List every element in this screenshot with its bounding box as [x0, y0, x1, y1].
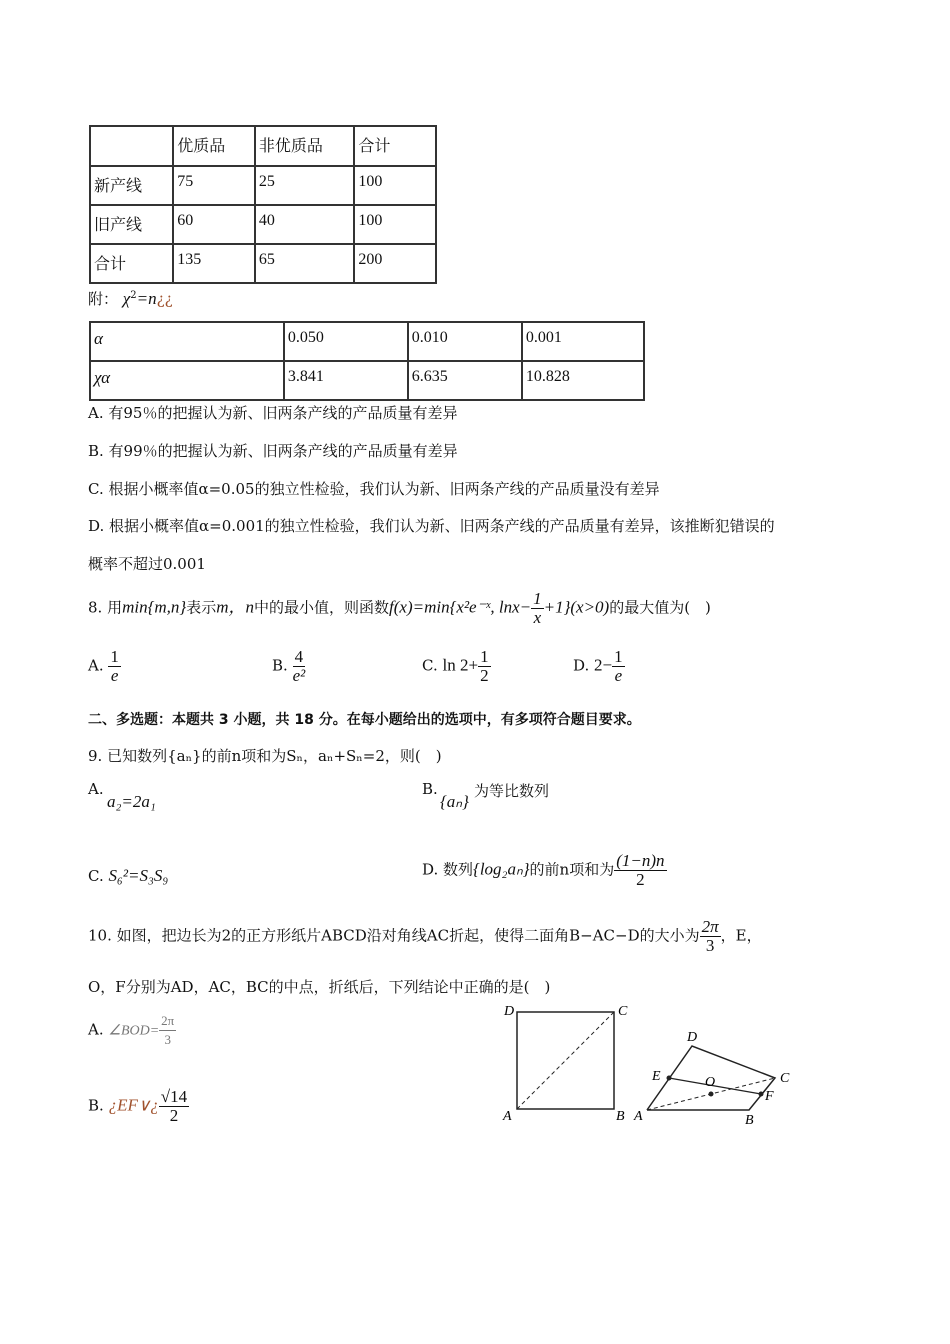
- table2-cell: α: [90, 322, 284, 361]
- table1-cell: 200: [354, 244, 436, 283]
- q10-stem-cont: O，F分别为AD，AC，BC的中点，折纸后，下列结论中正确的是( ): [88, 978, 551, 996]
- table2-cell: χα: [90, 361, 284, 400]
- q7-option-d: D. 根据小概率值α=0.001的独立性检验，我们认为新、旧两条产线的产品质量有差异，该推断犯错误的: [88, 517, 775, 535]
- table2-cell: 0.050: [284, 322, 408, 361]
- folded-label-d: D: [687, 1030, 698, 1045]
- table2-cell: 10.828: [522, 361, 644, 400]
- table1-cell: 合计: [90, 244, 173, 283]
- q9-option-b: B.: [422, 780, 438, 798]
- label-d: D: [504, 1004, 515, 1019]
- table2-cell: 0.010: [408, 322, 522, 361]
- table1-cell: 65: [255, 244, 354, 283]
- q9-option-a: A.: [88, 780, 104, 798]
- q8-option-b: B. $\frac{4}{\text{e²}}$: [272, 647, 306, 685]
- table1-header-cell: [90, 126, 173, 166]
- q8-option-d: D. 2− $\frac{1}{e}$: [573, 647, 623, 685]
- table2-cell: 6.635: [408, 361, 522, 400]
- q9-option-d: D. 数列{log₂aₙ}的前n项和为 $\frac{(1-n)n}{2}$: [422, 851, 665, 889]
- table1-cell: 新产线: [90, 166, 173, 205]
- folded-figure: [633, 1030, 790, 1128]
- folded-label-e: E: [652, 1069, 661, 1084]
- label-a: A: [503, 1109, 512, 1124]
- q7-option-d-cont: 概率不超过0.001: [88, 555, 206, 573]
- table1-header-cell: 非优质品: [255, 126, 354, 166]
- chi-symbol: χ: [122, 289, 131, 308]
- folded-label-f: F: [765, 1089, 774, 1104]
- formula-note: 附： $\chi^2=n¿¿$: [88, 289, 173, 308]
- folded-label-a: A: [634, 1109, 643, 1124]
- folded-label-c: C: [780, 1071, 790, 1086]
- table1-cell: 75: [173, 166, 255, 205]
- table1-cell: 旧产线: [90, 205, 173, 244]
- table2-cell: 0.001: [522, 322, 644, 361]
- label-c: C: [618, 1004, 628, 1019]
- table1-header-cell: 优质品: [173, 126, 255, 166]
- folded-label-b: B: [745, 1113, 754, 1128]
- table1-header-cell: 合计: [354, 126, 436, 166]
- section-heading: 二、多选题：本题共 3 小题，共 18 分。在每小题给出的选项中，有多项符合题目要求。: [88, 712, 641, 728]
- q10-option-b: B. ¿EF∨¿ $\frac{√14}{2}$: [88, 1087, 188, 1125]
- q7-option-b: B. 有99％的把握认为新、旧两条产线的产品质量有差异: [88, 442, 458, 460]
- folding-figure: [495, 1000, 805, 1130]
- q9-option-b-expr: {aₙ}: [440, 792, 469, 811]
- q8-stem: 8. 用min{m,n}表示m，n中的最小值，则函数f(x)=min{x²e⁻ˣ, lnx− $\frac{1}{x}$ +1}(x>0)的最大值为( ): [88, 589, 711, 627]
- table1-cell: 100: [354, 166, 436, 205]
- q7-option-c: C. 根据小概率值α=0.05的独立性检验，我们认为新、旧两条产线的产品质量没有差异: [88, 480, 660, 498]
- table1-cell: 40: [255, 205, 354, 244]
- q8-option-a: A. $\frac{1}{e}$: [88, 647, 119, 685]
- q8-option-c: C. ln 2+ $\frac{1}{2}$: [422, 647, 489, 685]
- q9-option-b-text: 为等比数列: [474, 782, 550, 800]
- q10-stem: 10. 如图，把边长为2的正方形纸片ABCD沿对角线AC折起，使得二面角B−AC−D的大小为 $\frac{2\pi}{3}$ ，E，: [88, 917, 762, 955]
- q9-stem: 9. 已知数列{aₙ}的前n项和为Sₙ，aₙ+Sₙ=2，则( ): [88, 747, 442, 765]
- q9-option-c: C. S₆²=S₃S₉: [88, 866, 169, 885]
- critical-value-table: [89, 321, 645, 401]
- q9-option-a-expr: a₂=2a₁: [107, 792, 156, 811]
- table2-cell: 3.841: [284, 361, 408, 400]
- q7-option-a: A. 有95％的把握认为新、旧两条产线的产品质量有差异: [88, 404, 458, 422]
- quality-table: [89, 125, 437, 284]
- q10-option-a: A. ∠BOD= $\frac{2\pi}{3}$: [88, 1013, 175, 1047]
- table1-cell: 60: [173, 205, 255, 244]
- label-b: B: [616, 1109, 625, 1124]
- table1-cell: 25: [255, 166, 354, 205]
- square-figure: [502, 1004, 628, 1124]
- folded-label-o: O: [705, 1075, 716, 1090]
- table1-cell: 100: [354, 205, 436, 244]
- table1-cell: 135: [173, 244, 255, 283]
